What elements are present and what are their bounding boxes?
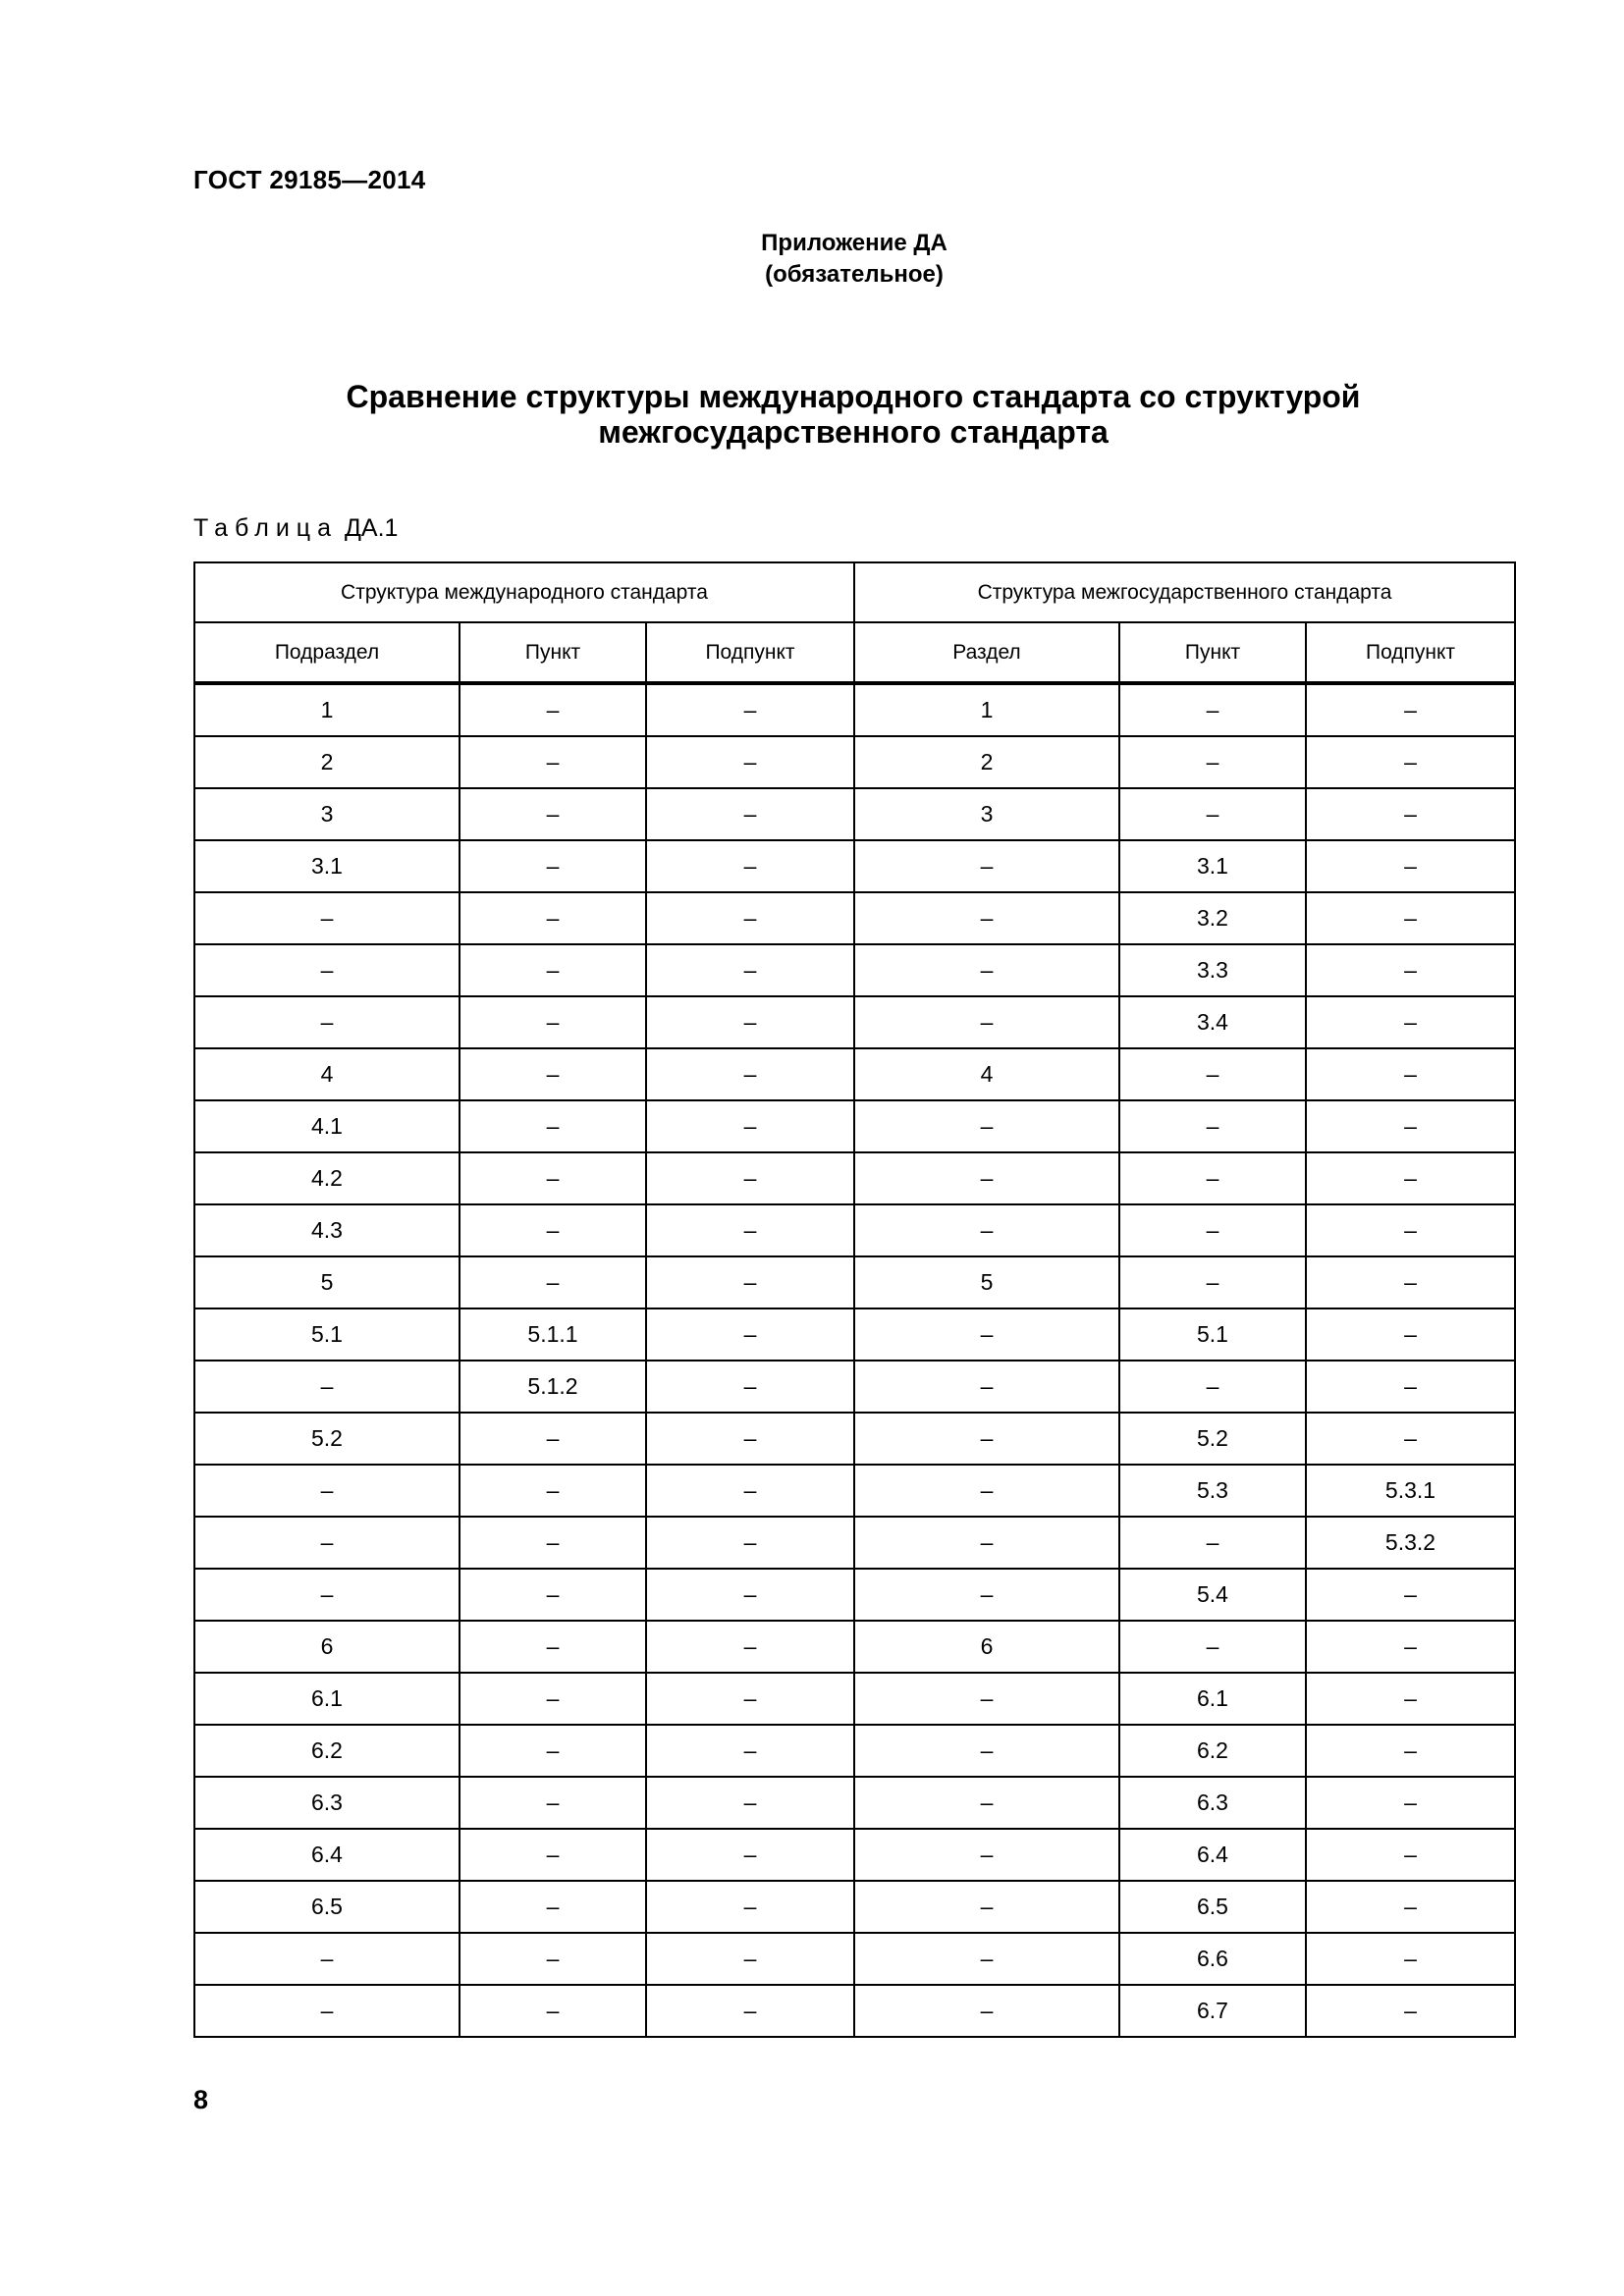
table-group-header-row [194,562,1515,622]
table-cell: 5.2 [194,1413,460,1465]
table-cell: – [1119,1204,1306,1256]
table-cell: – [646,1673,854,1725]
table-cell: – [1119,1152,1306,1204]
table-cell: 4 [194,1048,460,1100]
table-cell: – [854,1204,1119,1256]
table-cell: 6.6 [1119,1933,1306,1985]
table-cell: 4.2 [194,1152,460,1204]
table-cell: 3.1 [194,840,460,892]
page-title [193,379,1513,450]
table-cell: – [854,1465,1119,1517]
table-cell: – [460,1517,646,1569]
table-row [194,1985,1515,2037]
table-cell: 4 [854,1048,1119,1100]
table-cell: – [646,1308,854,1361]
table-row [194,944,1515,996]
table-row [194,788,1515,840]
table-cell: 6 [194,1621,460,1673]
table-row [194,1517,1515,1569]
table-cell: – [854,1569,1119,1621]
table-row [194,1933,1515,1985]
table-cell: 5.1 [1119,1308,1306,1361]
table-cell: 2 [854,736,1119,788]
table-cell: 5.1 [194,1308,460,1361]
column-header: Подпункт [646,622,854,683]
table-cell: – [460,1725,646,1777]
table-cell: – [194,996,460,1048]
annex-heading [619,228,1090,291]
table-cell: 3.1 [1119,840,1306,892]
table-cell: – [460,1413,646,1465]
table-row [194,1621,1515,1673]
table-cell: 6.4 [194,1829,460,1881]
column-header: Подраздел [194,622,460,683]
table-cell: – [194,944,460,996]
table-cell: – [460,1881,646,1933]
table-cell: 1 [854,683,1119,736]
table-row [194,1569,1515,1621]
table-cell: – [1306,1777,1515,1829]
table-cell: – [460,944,646,996]
table-cell: – [1306,1100,1515,1152]
page-title-line-1: Сравнение структуры международного стандарта со структурой [346,379,1361,414]
table-cell: 6.5 [1119,1881,1306,1933]
table-cell: – [460,1777,646,1829]
table-cell: 3.2 [1119,892,1306,944]
table-cell: – [460,736,646,788]
table-cell: 3 [854,788,1119,840]
table-cell: – [1306,736,1515,788]
table-cell: – [646,736,854,788]
table-cell: – [194,1933,460,1985]
table-cell: – [460,1048,646,1100]
table-row [194,840,1515,892]
table-cell: – [854,1413,1119,1465]
table-cell: – [1306,944,1515,996]
table-cell: – [1306,840,1515,892]
table-cell: – [854,892,1119,944]
table-cell: 1 [194,683,460,736]
table-cell: – [854,1777,1119,1829]
table-row [194,1204,1515,1256]
table-cell: 6.7 [1119,1985,1306,2037]
table-cell: – [1306,1361,1515,1413]
table-cell: – [460,788,646,840]
table-cell: – [1306,1413,1515,1465]
table-cell: – [646,1413,854,1465]
table-cell: 6.5 [194,1881,460,1933]
table-cell: – [1306,892,1515,944]
table-caption [193,514,398,543]
table-cell: – [460,683,646,736]
table-caption-id: ДА.1 [344,514,399,542]
table-row [194,1413,1515,1465]
table-cell: 6.2 [1119,1725,1306,1777]
table-cell: – [646,1204,854,1256]
page-title-line-2: межгосударственного стандарта [598,414,1109,450]
table-cell: – [460,1673,646,1725]
table-cell: – [646,1048,854,1100]
table-cell: 5.1.1 [460,1308,646,1361]
table-row [194,1881,1515,1933]
table-cell: – [646,1621,854,1673]
table-cell: – [1306,1933,1515,1985]
table-cell: – [1306,1621,1515,1673]
table-row [194,1777,1515,1829]
page-number: 8 [193,2085,209,2114]
table-row [194,892,1515,944]
table-cell: – [1306,1985,1515,2037]
table-cell: 5.3.2 [1306,1517,1515,1569]
table-cell: – [854,1517,1119,1569]
table-cell: – [854,1152,1119,1204]
table-cell: 5 [854,1256,1119,1308]
table-cell: – [460,1985,646,2037]
table-cell: – [194,1361,460,1413]
document-code: ГОСТ 29185—2014 [193,165,426,194]
table-cell: – [646,1881,854,1933]
table-cell: – [1306,1569,1515,1621]
table-cell: – [854,1308,1119,1361]
table-cell: – [854,1829,1119,1881]
table-cell: – [854,1673,1119,1725]
table-cell: – [646,1465,854,1517]
table-cell: – [1119,1621,1306,1673]
table-row [194,1100,1515,1152]
table-cell: – [646,892,854,944]
table-cell: – [646,1777,854,1829]
table-body [194,683,1515,2037]
table-cell: – [646,1725,854,1777]
table-cell: – [646,683,854,736]
table-cell: – [1306,1048,1515,1100]
table-cell: – [854,840,1119,892]
table-row [194,1465,1515,1517]
table-cell: – [194,892,460,944]
table-cell: – [194,1569,460,1621]
table-cell: 5.3 [1119,1465,1306,1517]
table-cell: – [646,1933,854,1985]
table-row [194,1829,1515,1881]
table-row [194,1725,1515,1777]
table-cell: – [854,1100,1119,1152]
table-cell: – [1119,788,1306,840]
table-cell: 5.2 [1119,1413,1306,1465]
column-header: Раздел [854,622,1119,683]
table-cell: – [854,1361,1119,1413]
table-cell: – [646,1152,854,1204]
table-cell: 6 [854,1621,1119,1673]
table-column-header-row [194,622,1515,683]
table-cell: – [854,1881,1119,1933]
table-cell: – [194,1517,460,1569]
table-cell: – [460,1569,646,1621]
table-cell: – [1119,1100,1306,1152]
table-cell: – [1119,1517,1306,1569]
table-cell: – [460,892,646,944]
table-cell: – [1119,736,1306,788]
table-cell: 6.3 [194,1777,460,1829]
table-cell: – [460,1621,646,1673]
table-cell: – [646,944,854,996]
table-cell: 4.3 [194,1204,460,1256]
table-cell: 3 [194,788,460,840]
table-row [194,1673,1515,1725]
column-header: Подпункт [1306,622,1515,683]
table-cell: – [646,1517,854,1569]
table-cell: – [1306,1881,1515,1933]
table-cell: – [194,1465,460,1517]
table-cell: – [1119,1048,1306,1100]
table-cell: 5.1.2 [460,1361,646,1413]
table-cell: – [1306,1673,1515,1725]
group-header-interstate: Структура межгосударственного стандарта [854,562,1515,622]
table-cell: – [1306,1829,1515,1881]
table-cell: – [1119,683,1306,736]
group-header-international: Структура международного стандарта [194,562,854,622]
annex-status: (обязательное) [765,261,944,288]
table-cell: – [646,1569,854,1621]
table-cell: 6.4 [1119,1829,1306,1881]
table-cell: 2 [194,736,460,788]
table-cell: – [646,1829,854,1881]
table-cell: 5.3.1 [1306,1465,1515,1517]
table-cell: – [646,788,854,840]
table-cell: 6.1 [1119,1673,1306,1725]
table-cell: 6.3 [1119,1777,1306,1829]
table-cell: – [1119,1361,1306,1413]
table-cell: 5.4 [1119,1569,1306,1621]
table-cell: – [194,1985,460,2037]
table-cell: – [1306,1256,1515,1308]
table-cell: 6.1 [194,1673,460,1725]
table-row [194,1361,1515,1413]
table-cell: – [854,944,1119,996]
table-cell: – [460,1829,646,1881]
table-row [194,1308,1515,1361]
table-cell: – [646,1256,854,1308]
table-cell: – [460,1204,646,1256]
table-row [194,996,1515,1048]
column-header: Пункт [460,622,646,683]
table-cell: – [1306,683,1515,736]
table-cell: – [854,1985,1119,2037]
table-caption-word: Таблица [193,514,339,542]
table-row [194,1256,1515,1308]
table-cell: – [1306,788,1515,840]
table-cell: – [1306,1308,1515,1361]
table-cell: 5 [194,1256,460,1308]
table-cell: – [460,1933,646,1985]
table-row [194,683,1515,736]
table-cell: – [646,996,854,1048]
table-cell: – [646,1100,854,1152]
table-cell: – [1306,1152,1515,1204]
table-cell: – [1306,1204,1515,1256]
table-cell: – [646,840,854,892]
table-row [194,1152,1515,1204]
table-cell: – [460,1152,646,1204]
table-cell: – [646,1985,854,2037]
table-cell: – [460,1100,646,1152]
table-cell: – [460,996,646,1048]
table-cell: – [854,996,1119,1048]
table-cell: – [1119,1256,1306,1308]
table-row [194,1048,1515,1100]
comparison-table [193,561,1516,2038]
table-cell: 4.1 [194,1100,460,1152]
table-cell: 6.2 [194,1725,460,1777]
table-cell: – [1306,996,1515,1048]
column-header: Пункт [1119,622,1306,683]
table-cell: – [646,1361,854,1413]
table-cell: – [460,840,646,892]
table-cell: 3.3 [1119,944,1306,996]
table-cell: – [460,1465,646,1517]
table-cell: – [460,1256,646,1308]
table-row [194,736,1515,788]
table-cell: – [854,1933,1119,1985]
table-cell: – [854,1725,1119,1777]
table-cell: 3.4 [1119,996,1306,1048]
annex-title: Приложение ДА [761,230,947,256]
table-cell: – [1306,1725,1515,1777]
